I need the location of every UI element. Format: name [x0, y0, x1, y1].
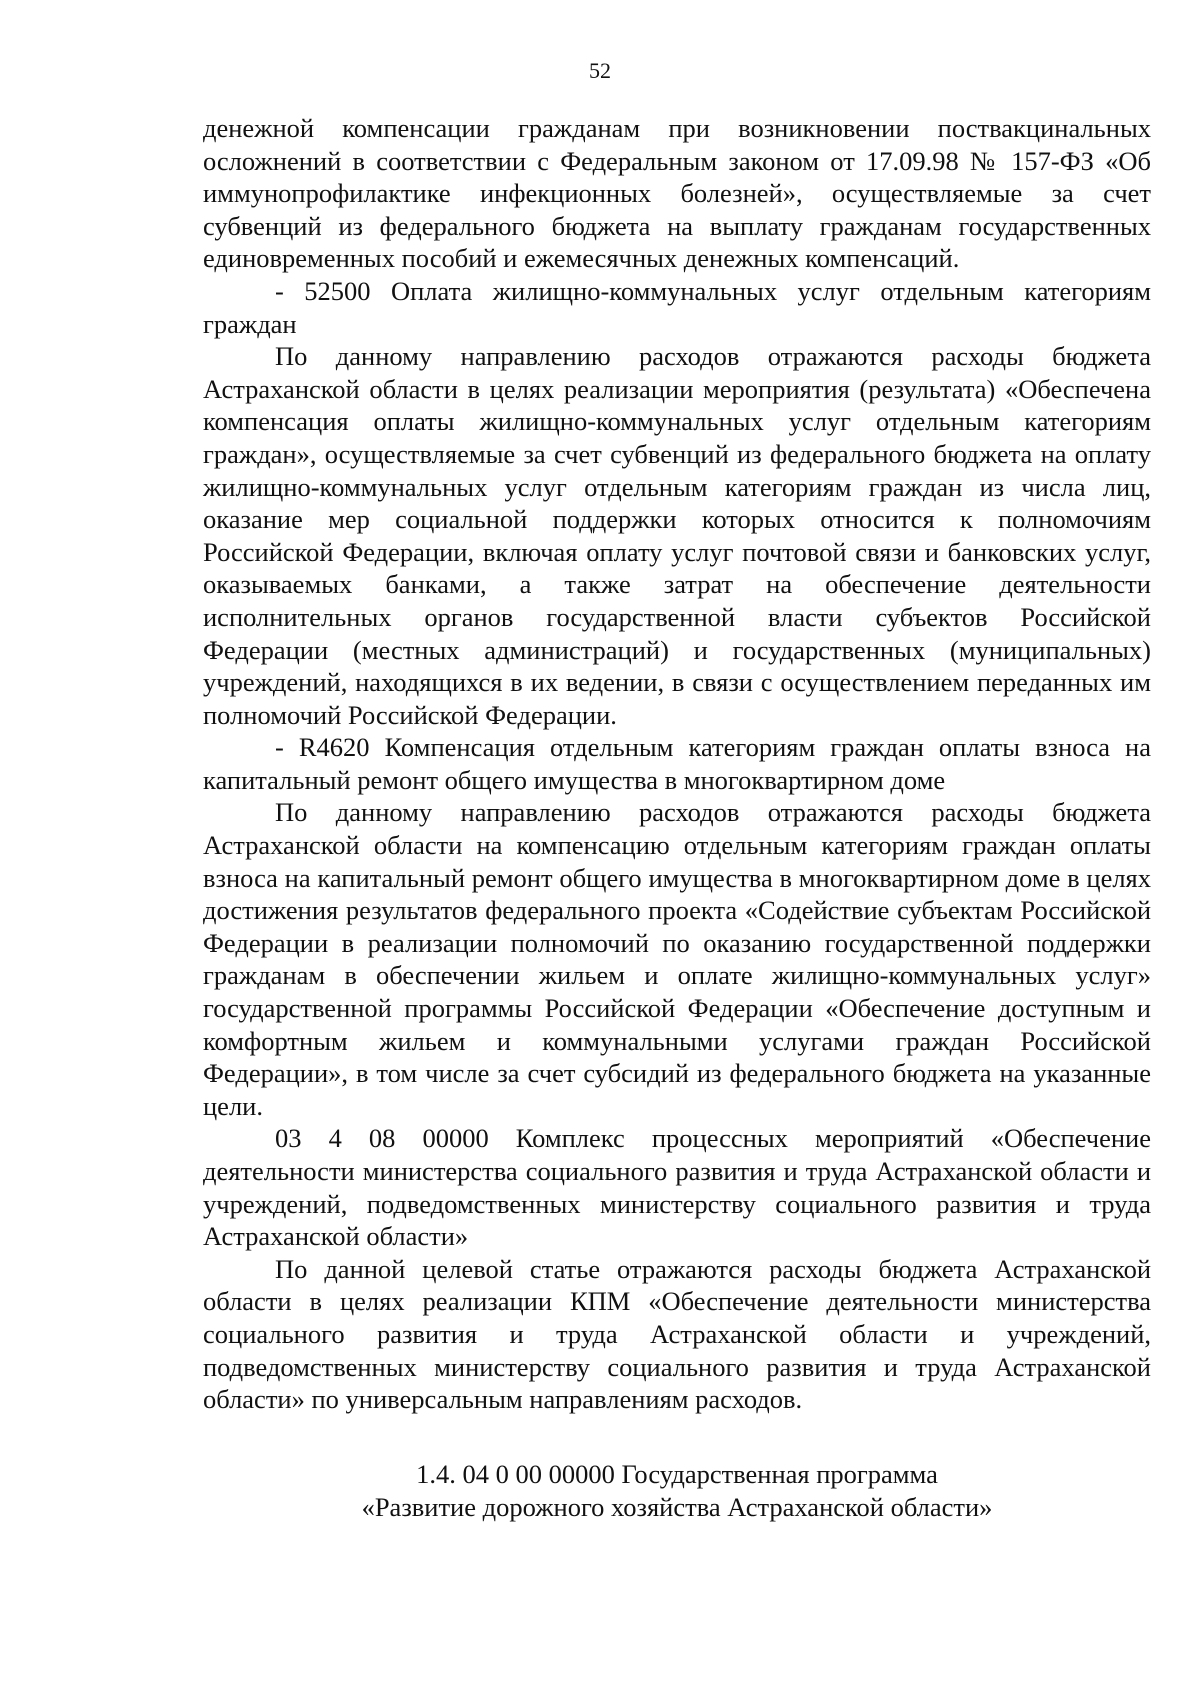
page-number: 52: [589, 58, 611, 83]
document-body: [203, 112, 1151, 1416]
section-heading-line-1: 1.4. 04 0 00 00000 Государственная программа: [416, 1459, 938, 1489]
paragraph-r4620-description: По данному направлению расходов отражаются расходы бюджета Астраханской области на компенсацию отдельным категориям граждан оплаты взноса на капитальный ремонт общего имущества в многоквартирном доме в целях достижения результатов федерального проекта «Содействие субъектам Российской Федерации в реализации полномочий по оказанию государственной поддержки гражданам в обеспечении жильем и оплате жилищно-коммунальных услуг» государственной программы Российской Федерации «Обеспечение доступным и комфортным жильем и коммунальными услугами граждан Российской Федерации», в том числе за счет субсидий из федерального бюджета на указанные цели.: [203, 797, 1151, 1121]
paragraph-kpm-034080: 03 4 08 00000 Комплекс процессных мероприятий «Обеспечение деятельности министерства социального развития и труда Астраханской области и учреждений, подведомственных министерству социального развития и труда Астраханской области»: [203, 1123, 1151, 1252]
section-heading-line-2: «Развитие дорожного хозяйства Астраханской области»: [361, 1491, 993, 1522]
section-heading: [203, 1458, 1151, 1523]
paragraph-kpm-description: По данной целевой статье отражаются расходы бюджета Астраханской области в целях реализации КПМ «Обеспечение деятельности министерства социального развития и труда Астраханской области и учреждений, подведомственных министерству социального развития и труда Астраханской области» по универсальным направлениям расходов.: [203, 1253, 1151, 1415]
paragraph-52500-description: По данному направлению расходов отражаются расходы бюджета Астраханской области в целях реализации мероприятия (результата) «Обеспечена компенсация оплаты жилищно-коммунальных услуг отдельным категориям граждан», осуществляемые за счет субвенций из федерального бюджета на оплату жилищно-коммунальных услуг отдельным категориям граждан из числа лиц, оказание мер социальной поддержки которых относится к полномочиям Российской Федерации, включая оплату услуг почтовой связи и банковских услуг, оказываемых банками, а также затрат на обеспечение деятельности исполнительных органов государственной власти субъектов Российской Федерации (местных администраций) и государственных (муниципальных) учреждений, находящихся в их ведении, в связи с осуществлением переданных им полномочий Российской Федерации.: [203, 341, 1151, 730]
paragraph-item-r4620: - R4620 Компенсация отдельным категориям граждан оплаты взноса на капитальный ремонт общего имущества в многоквартирном доме: [203, 732, 1151, 795]
paragraph-continuation: денежной компенсации гражданам при возникновении поствакцинальных осложнений в соответствии с Федеральным законом от 17.09.98 № 157-ФЗ «Об иммунопрофилактике инфекционных болезней», осуществляемые за счет субвенций из федерального бюджета на выплату гражданам государственных единовременных пособий и ежемесячных денежных компенсаций.: [203, 113, 1151, 274]
paragraph-item-52500: - 52500 Оплата жилищно-коммунальных услуг отдельным категориям граждан: [203, 275, 1151, 339]
